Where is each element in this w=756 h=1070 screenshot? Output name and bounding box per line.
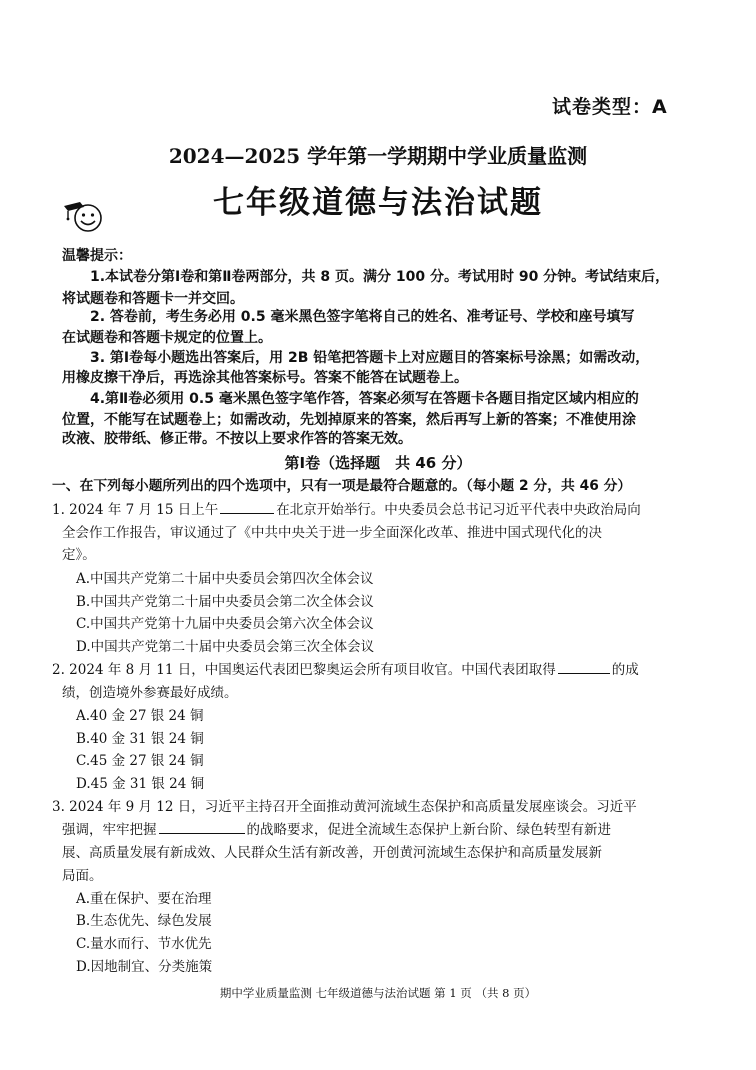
question-2-line [52, 658, 639, 678]
question-1-line [52, 498, 641, 518]
notice-line: 1.本试卷分第Ⅰ卷和第Ⅱ卷两部分，共 8 页。满分 100 分。考试用时 90 分钟。考试结束后， [90, 269, 670, 285]
answer-blank [220, 499, 274, 514]
question-1-line: 定》。 [62, 547, 96, 563]
question-1-text: 1. 2024 年 7 月 15 日上午 [52, 502, 219, 518]
notice-heading: 温馨提示： [62, 248, 132, 264]
question-2-option-d: D.45 金 31 银 24 铜 [76, 776, 205, 792]
question-3-option-a: A.重在保护、要在治理 [76, 891, 212, 907]
page-footer: 期中学业质量监测 七年级道德与法治试题 第 1 页 （共 8 页） [219, 986, 537, 1000]
question-1-option-d: D.中国共产党第二十届中央委员会第三次全体会议 [76, 639, 375, 655]
exam-name: 2024—2025 学年第一学期期中学业质量监测 [168, 144, 588, 168]
notice-line: 位置，不能写在试题卷上；如需改动，先划掉原来的答案，然后再写上新的答案；不准使用涂 [62, 412, 636, 428]
question-3-text: 的战略要求，促进全流域生态保护上新台阶、绿色转型有新进 [246, 822, 611, 838]
question-1-option-a: A.中国共产党第二十届中央委员会第四次全体会议 [76, 571, 374, 587]
question-1-option-c: C.中国共产党第十九届中央委员会第六次全体会议 [76, 616, 374, 632]
notice-line: 3. 第Ⅰ卷每小题选出答案后，用 2B 铅笔把答题卡上对应题目的答案标号涂黑；如需改动， [90, 350, 650, 366]
notice-line: 用橡皮擦干净后，再选涂其他答案标号。答案不能答在试题卷上。 [62, 370, 468, 386]
notice-line: 在试题卷和答题卡规定的位置上。 [62, 330, 272, 346]
question-2-text: 的成 [611, 662, 639, 678]
notice-line: 改液、胶带纸、修正带。不按以上要求作答的答案无效。 [62, 431, 412, 447]
smiley-mascot-icon [60, 196, 108, 236]
question-1-line: 全会作工作报告，审议通过了《中共中央关于进一步全面深化改革、推进中国式现代化的决 [62, 525, 602, 541]
notice-line: 4.第Ⅱ卷必须用 0.5 毫米黑色签字笔作答，答案必须写在答题卡各题目指定区域内相应的 [90, 391, 639, 407]
question-2-option-a: A.40 金 27 银 24 铜 [76, 708, 204, 724]
paper-type-label: 试卷类型：A [552, 96, 668, 118]
question-2-option-b: B.40 金 31 银 24 铜 [76, 731, 204, 747]
question-3-option-d: D.因地制宜、分类施策 [76, 959, 213, 975]
section-title: 第Ⅰ卷（选择题 共 46 分） [284, 454, 472, 472]
question-1-text: 在北京开始举行。中央委员会总书记习近平代表中央政治局向 [276, 502, 641, 518]
question-3-line: 3. 2024 年 9 月 12 日，习近平主持召开全面推动黄河流域生态保护和高质量发展座谈会。习近平 [52, 799, 637, 815]
answer-blank [558, 659, 610, 674]
answer-blank [159, 819, 245, 834]
question-1-option-b: B.中国共产党第二十届中央委员会第二次全体会议 [76, 594, 374, 610]
section-instruction: 一、在下列每小题所列出的四个选项中，只有一项是最符合题意的。（每小题 2 分，共 46 分） [52, 478, 632, 494]
question-3-option-b: B.生态优先、绿色发展 [76, 913, 212, 929]
notice-line: 将试题卷和答题卡一并交回。 [62, 291, 244, 307]
question-2-text: 2. 2024 年 8 月 11 日，中国奥运代表团巴黎奥运会所有项目收官。中国代表团取得 [52, 662, 556, 678]
question-3-line [62, 818, 611, 838]
question-3-line: 展、高质量发展有新成效、人民群众生活有新改善，开创黄河流域生态保护和高质量发展新 [62, 845, 602, 861]
question-2-line: 绩，创造境外参赛最好成绩。 [62, 685, 238, 701]
subject-title: 七年级道德与法治试题 [213, 185, 543, 221]
question-2-option-c: C.45 金 27 银 24 铜 [76, 753, 204, 769]
notice-line: 2. 答卷前，考生务必用 0.5 毫米黑色签字笔将自己的姓名、准考证号、学校和座号填写 [90, 309, 635, 325]
question-3-option-c: C.量水而行、节水优先 [76, 936, 212, 952]
question-3-text: 强调，牢牢把握 [62, 822, 157, 838]
question-3-line: 局面。 [62, 868, 103, 884]
